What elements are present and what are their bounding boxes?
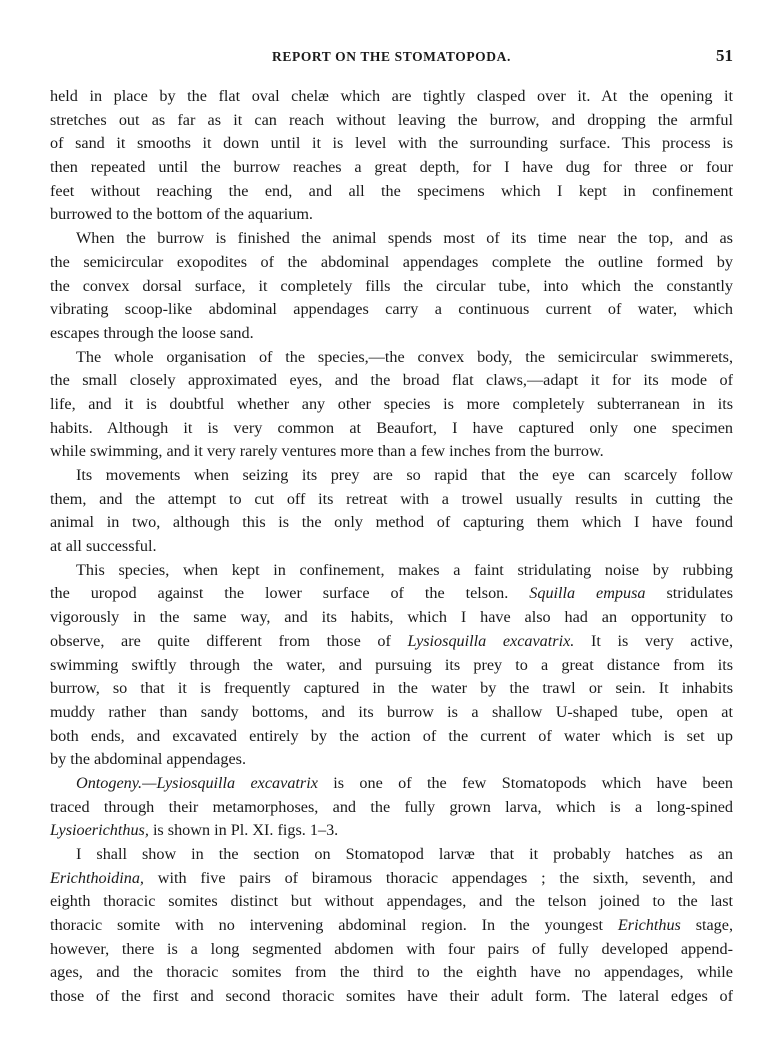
text-segment: feet without reaching the end, and all the specimens which I kept in confinement bbox=[50, 181, 733, 200]
text-line bbox=[50, 772, 733, 796]
text-segment: thoracic somite with no intervening abdominal region. In the youngest bbox=[50, 916, 618, 935]
text-line bbox=[50, 677, 733, 701]
italic-text: Lysiosquilla excavatrix. bbox=[407, 631, 575, 650]
text-segment: animal in two, although this is the only method of capturing them which I have found bbox=[50, 513, 733, 532]
text-line bbox=[50, 227, 733, 251]
text-segment: I shall show in the section on Stomatopod larvæ that it probably hatches as an bbox=[76, 845, 733, 863]
text-segment: life, and it is doubtful whether any other species is more completely subterranean in its bbox=[50, 394, 733, 413]
text-line bbox=[50, 275, 733, 299]
text-segment: the uropod against the lower surface of the telson. bbox=[50, 584, 530, 603]
text-segment: the small closely approximated eyes, and the broad flat claws,—adapt it for its mode of bbox=[50, 371, 733, 390]
paragraph bbox=[50, 85, 733, 227]
text-segment: with five pairs of biramous thoracic appendages ; the sixth, seventh, and bbox=[143, 868, 733, 887]
text-line bbox=[50, 819, 733, 843]
text-segment: then repeated until the burrow reaches a great depth, for I have dug for three or four bbox=[50, 158, 733, 177]
text-line bbox=[50, 203, 733, 227]
text-segment: Its movements when seizing its prey are so rapid that the eye can scarcely follow bbox=[76, 466, 733, 484]
text-line bbox=[50, 961, 733, 985]
text-segment: held in place by the flat oval chelæ which are tightly clasped over it. At the opening it bbox=[50, 87, 733, 105]
text-line bbox=[50, 417, 733, 441]
text-line bbox=[50, 322, 733, 346]
text-segment: escapes through the loose sand. bbox=[50, 323, 254, 342]
text-line bbox=[50, 914, 733, 938]
text-line bbox=[50, 464, 733, 488]
text-segment: of sand it smooths it down until it is level with the surrounding surface. This process is bbox=[50, 134, 733, 153]
text-segment: eighth thoracic somites distinct but without appendages, and the telson joined to the last bbox=[50, 892, 733, 911]
text-line bbox=[50, 440, 733, 464]
text-line bbox=[50, 346, 733, 370]
text-segment: the convex dorsal surface, it completely fills the circular tube, into which the constantly bbox=[50, 276, 733, 295]
running-title: REPORT ON THE STOMATOPODA. bbox=[272, 49, 511, 64]
text-segment: The whole organisation of the species,—the convex body, the semicircular swimmerets, bbox=[76, 347, 733, 366]
text-line bbox=[50, 393, 733, 417]
text-segment: traced through their metamorphoses, and the fully grown larva, which is a long-spined bbox=[50, 797, 733, 816]
text-segment: It is very active, bbox=[574, 631, 734, 650]
paragraph bbox=[50, 464, 733, 559]
text-segment: by the abdominal appendages. bbox=[50, 750, 246, 769]
text-line bbox=[50, 654, 733, 678]
text-line bbox=[50, 251, 733, 275]
text-segment: them, and the attempt to cut off its retreat with a trowel usually results in cutting the bbox=[50, 489, 733, 508]
italic-text: Ontogeny.—Lysiosquilla excavatrix bbox=[76, 773, 318, 792]
text-segment: stage, bbox=[680, 916, 733, 935]
text-line bbox=[50, 606, 733, 630]
italic-text: Erichthus bbox=[617, 916, 681, 935]
text-segment: at all successful. bbox=[50, 537, 157, 556]
text-segment: while swimming, and it very rarely ventures more than a few inches from the burrow. bbox=[50, 442, 604, 461]
text-segment: vigorously in the same way, and its habits, which I have also had an opportunity to bbox=[50, 608, 733, 627]
text-line bbox=[50, 132, 733, 156]
text-line bbox=[50, 630, 733, 654]
text-line bbox=[50, 748, 733, 772]
text-segment: both ends, and excavated entirely by the action of the current of water which is set up bbox=[50, 726, 733, 745]
text-segment: stridulates bbox=[645, 584, 733, 603]
text-segment: is one of the few Stomatopods which have been bbox=[317, 773, 733, 792]
text-line bbox=[50, 582, 733, 606]
text-line bbox=[50, 725, 733, 749]
text-line bbox=[50, 85, 733, 109]
text-line bbox=[50, 559, 733, 583]
text-line bbox=[50, 511, 733, 535]
text-segment: When the burrow is finished the animal spends most of its time near the top, and as bbox=[76, 229, 733, 248]
text-line bbox=[50, 890, 733, 914]
text-line bbox=[50, 796, 733, 820]
paragraph bbox=[50, 559, 733, 772]
text-segment: vibrating scoop-like abdominal appendages carry a continuous current of water, which bbox=[50, 300, 733, 319]
text-line bbox=[50, 180, 733, 204]
paragraph bbox=[50, 227, 733, 345]
text-segment: ages, and the thoracic somites from the third to the eighth have no appendages, while bbox=[50, 963, 733, 982]
text-line bbox=[50, 843, 733, 867]
page-number: 51 bbox=[716, 46, 733, 65]
text-segment: muddy rather than sandy bottoms, and its burrow is a shallow U-shaped tube, open at bbox=[50, 702, 733, 721]
text-segment: is shown in Pl. XI. figs. 1–3. bbox=[148, 821, 339, 840]
paragraph bbox=[50, 843, 733, 1009]
text-line bbox=[50, 985, 733, 1009]
text-segment: habits. Although it is very common at Beaufort, I have captured only one specimen bbox=[50, 418, 733, 437]
italic-text: Erichthoidina, bbox=[50, 868, 144, 887]
text-line bbox=[50, 156, 733, 180]
text-line bbox=[50, 867, 733, 891]
paragraph bbox=[50, 346, 733, 464]
text-segment: the semicircular exopodites of the abdominal appendages complete the outline formed by bbox=[50, 252, 733, 271]
text-segment: burrowed to the bottom of the aquarium. bbox=[50, 205, 313, 224]
italic-text: Lysioerichthus, bbox=[50, 821, 149, 840]
text-segment: This species, when kept in confinement, makes a faint stridulating noise by rubbing bbox=[76, 560, 733, 579]
text-line bbox=[50, 298, 733, 322]
running-header bbox=[50, 46, 733, 70]
text-line bbox=[50, 109, 733, 133]
text-segment: observe, are quite different from those of bbox=[50, 631, 408, 650]
paragraph bbox=[50, 772, 733, 843]
text-segment: those of the first and second thoracic somites have their adult form. The lateral edges of bbox=[50, 987, 733, 1006]
text-segment: swimming swiftly through the water, and pursuing its prey to a great distance from its bbox=[50, 655, 733, 674]
text-segment: stretches out as far as it can reach without leaving the burrow, and dropping the armful bbox=[50, 110, 733, 129]
text-line bbox=[50, 701, 733, 725]
text-line bbox=[50, 369, 733, 393]
text-segment: burrow, so that it is frequently captured in the water by the trawl or sein. It inhabits bbox=[50, 679, 733, 698]
text-line bbox=[50, 488, 733, 512]
body-text bbox=[50, 85, 733, 1009]
text-line bbox=[50, 535, 733, 559]
text-line bbox=[50, 938, 733, 962]
text-segment: however, there is a long segmented abdomen with four pairs of fully developed append- bbox=[50, 939, 733, 958]
italic-text: Squilla empusa bbox=[529, 584, 646, 603]
